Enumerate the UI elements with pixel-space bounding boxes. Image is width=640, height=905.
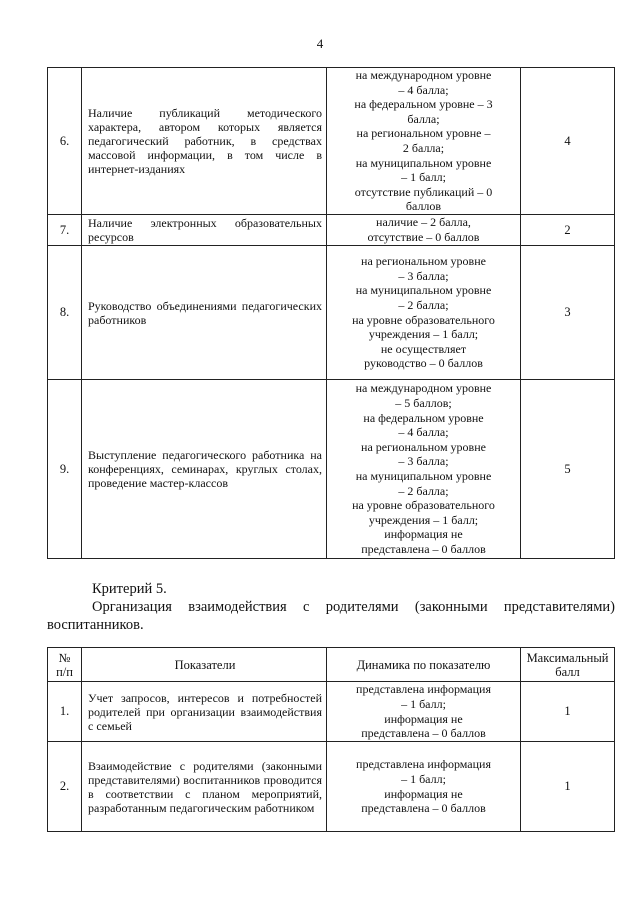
dynamics-line: – 3 балла; (398, 454, 449, 469)
header-number-line: п/п (56, 664, 73, 679)
header-number (48, 648, 82, 682)
dynamics-line: – 2 балла; (398, 483, 449, 498)
dynamics-line: на федеральном уровне (363, 410, 484, 425)
dynamics-line: на муниципальном уровне (355, 469, 492, 483)
row-number: 2. (48, 742, 82, 832)
dynamics-line: информация не (384, 527, 463, 542)
indicator-text: Взаимодействие с родителями (законными представителями) воспитанников проводится в соответствии с планом мероприятий, разработанным педагогическим работником (88, 758, 322, 815)
dynamics-cell (327, 380, 521, 559)
dynamics-line: представлена – 0 баллов (361, 541, 486, 556)
dynamics-line: руководство – 0 баллов (364, 356, 483, 371)
criterion-description: Организация взаимодействия с родителями (законными представителями) воспитанников. (47, 599, 615, 633)
dynamics-line: отсутствие публикаций – 0 (354, 184, 493, 199)
dynamics-line: учреждения – 1 балл; (368, 327, 479, 342)
dynamics-line: – 1 балл; (401, 170, 446, 185)
indicator-cell (82, 682, 327, 742)
dynamics-line: отсутствие – 0 баллов (367, 230, 480, 244)
table-row (48, 68, 615, 215)
row-number: 6. (48, 68, 82, 215)
header-number-line: № (58, 650, 71, 665)
header-max-line: Максимальный (526, 650, 609, 665)
dynamics-line: на уровне образовательного (352, 498, 495, 513)
dynamics-line: – 2 балла; (398, 297, 449, 312)
table-row (48, 742, 615, 832)
dynamics-line: представлена – 0 баллов (361, 726, 486, 741)
table-row (48, 380, 615, 559)
dynamics-line: информация не (384, 711, 463, 726)
dynamics-line: на уровне образовательного (352, 312, 495, 327)
dynamics-line: – 3 балла; (398, 268, 449, 283)
criterion-title: Критерий 5. (92, 581, 167, 597)
indicator-text: Выступление педагогического работника на конференциях, семинарах, круглых столах, проведение мастер-классов (88, 448, 322, 490)
indicator-cell (82, 380, 327, 559)
table-row (48, 246, 615, 380)
row-number: 7. (48, 215, 82, 246)
max-score: 1 (521, 682, 615, 742)
dynamics-line: на международном уровне (355, 68, 492, 83)
row-number: 8. (48, 246, 82, 380)
dynamics-line: на региональном уровне (361, 439, 486, 454)
criterion-5-table (47, 647, 615, 832)
max-score: 5 (521, 380, 615, 559)
dynamics-line: на международном уровне (355, 381, 492, 396)
indicator-cell (82, 68, 327, 215)
dynamics-line: – 5 баллов; (395, 396, 452, 411)
dynamics-line: – 4 балла; (398, 82, 449, 97)
dynamics-line: представлена – 0 баллов (361, 801, 486, 816)
dynamics-line: на региональном уровне (361, 254, 486, 269)
indicator-cell (82, 246, 327, 380)
indicator-cell (82, 215, 327, 246)
dynamics-line: – 1 балл; (401, 771, 446, 786)
table-header-row (48, 648, 615, 682)
dynamics-line: представлена информация (356, 757, 491, 772)
indicator-text: Наличие публикаций методического характера, автором которых является педагогический работник, в средствах массовой информации, в том числе в интернет-изданиях (88, 106, 322, 176)
dynamics-line: на региональном уровне – (356, 126, 491, 141)
dynamics-cell (327, 215, 521, 246)
dynamics-cell (327, 68, 521, 215)
dynamics-cell (327, 246, 521, 380)
table-row (48, 215, 615, 246)
header-max-line: балл (555, 664, 580, 679)
dynamics-line: информация не (384, 786, 463, 801)
max-score: 1 (521, 742, 615, 832)
row-number: 9. (48, 380, 82, 559)
dynamics-line: не осуществляет (380, 341, 467, 356)
dynamics-line: балла; (407, 111, 440, 126)
dynamics-cell (327, 682, 521, 742)
criteria-table-continued (47, 67, 615, 559)
dynamics-line: на муниципальном уровне (355, 283, 492, 298)
indicator-text: Руководство объединениями педагогических работников (88, 298, 322, 327)
max-score: 2 (521, 215, 615, 246)
header-dynamics: Динамика по показателю (327, 648, 521, 682)
table-row (48, 682, 615, 742)
max-score: 3 (521, 246, 615, 380)
dynamics-line: представлена информация (356, 682, 491, 697)
indicator-cell (82, 742, 327, 832)
indicator-text: Учет запросов, интересов и потребностей родителей при организации взаимодействия с семьей (88, 690, 322, 733)
page-number: 4 (316, 36, 324, 51)
dynamics-line: на муниципальном уровне (355, 155, 492, 170)
dynamics-line: – 4 балла; (398, 425, 449, 440)
row-number: 1. (48, 682, 82, 742)
dynamics-line: наличие – 2 балла, (376, 215, 471, 230)
indicator-text: Наличие электронных образовательных ресурсов (88, 216, 322, 244)
dynamics-line: баллов (405, 199, 442, 214)
max-score: 4 (521, 68, 615, 215)
dynamics-line: – 1 балл; (401, 696, 446, 711)
dynamics-line: 2 балла; (402, 141, 445, 155)
dynamics-cell (327, 742, 521, 832)
header-max-score (521, 648, 615, 682)
dynamics-line: на федеральном уровне – 3 (354, 97, 493, 112)
header-indicators: Показатели (82, 648, 327, 682)
dynamics-line: учреждения – 1 балл; (368, 512, 479, 527)
